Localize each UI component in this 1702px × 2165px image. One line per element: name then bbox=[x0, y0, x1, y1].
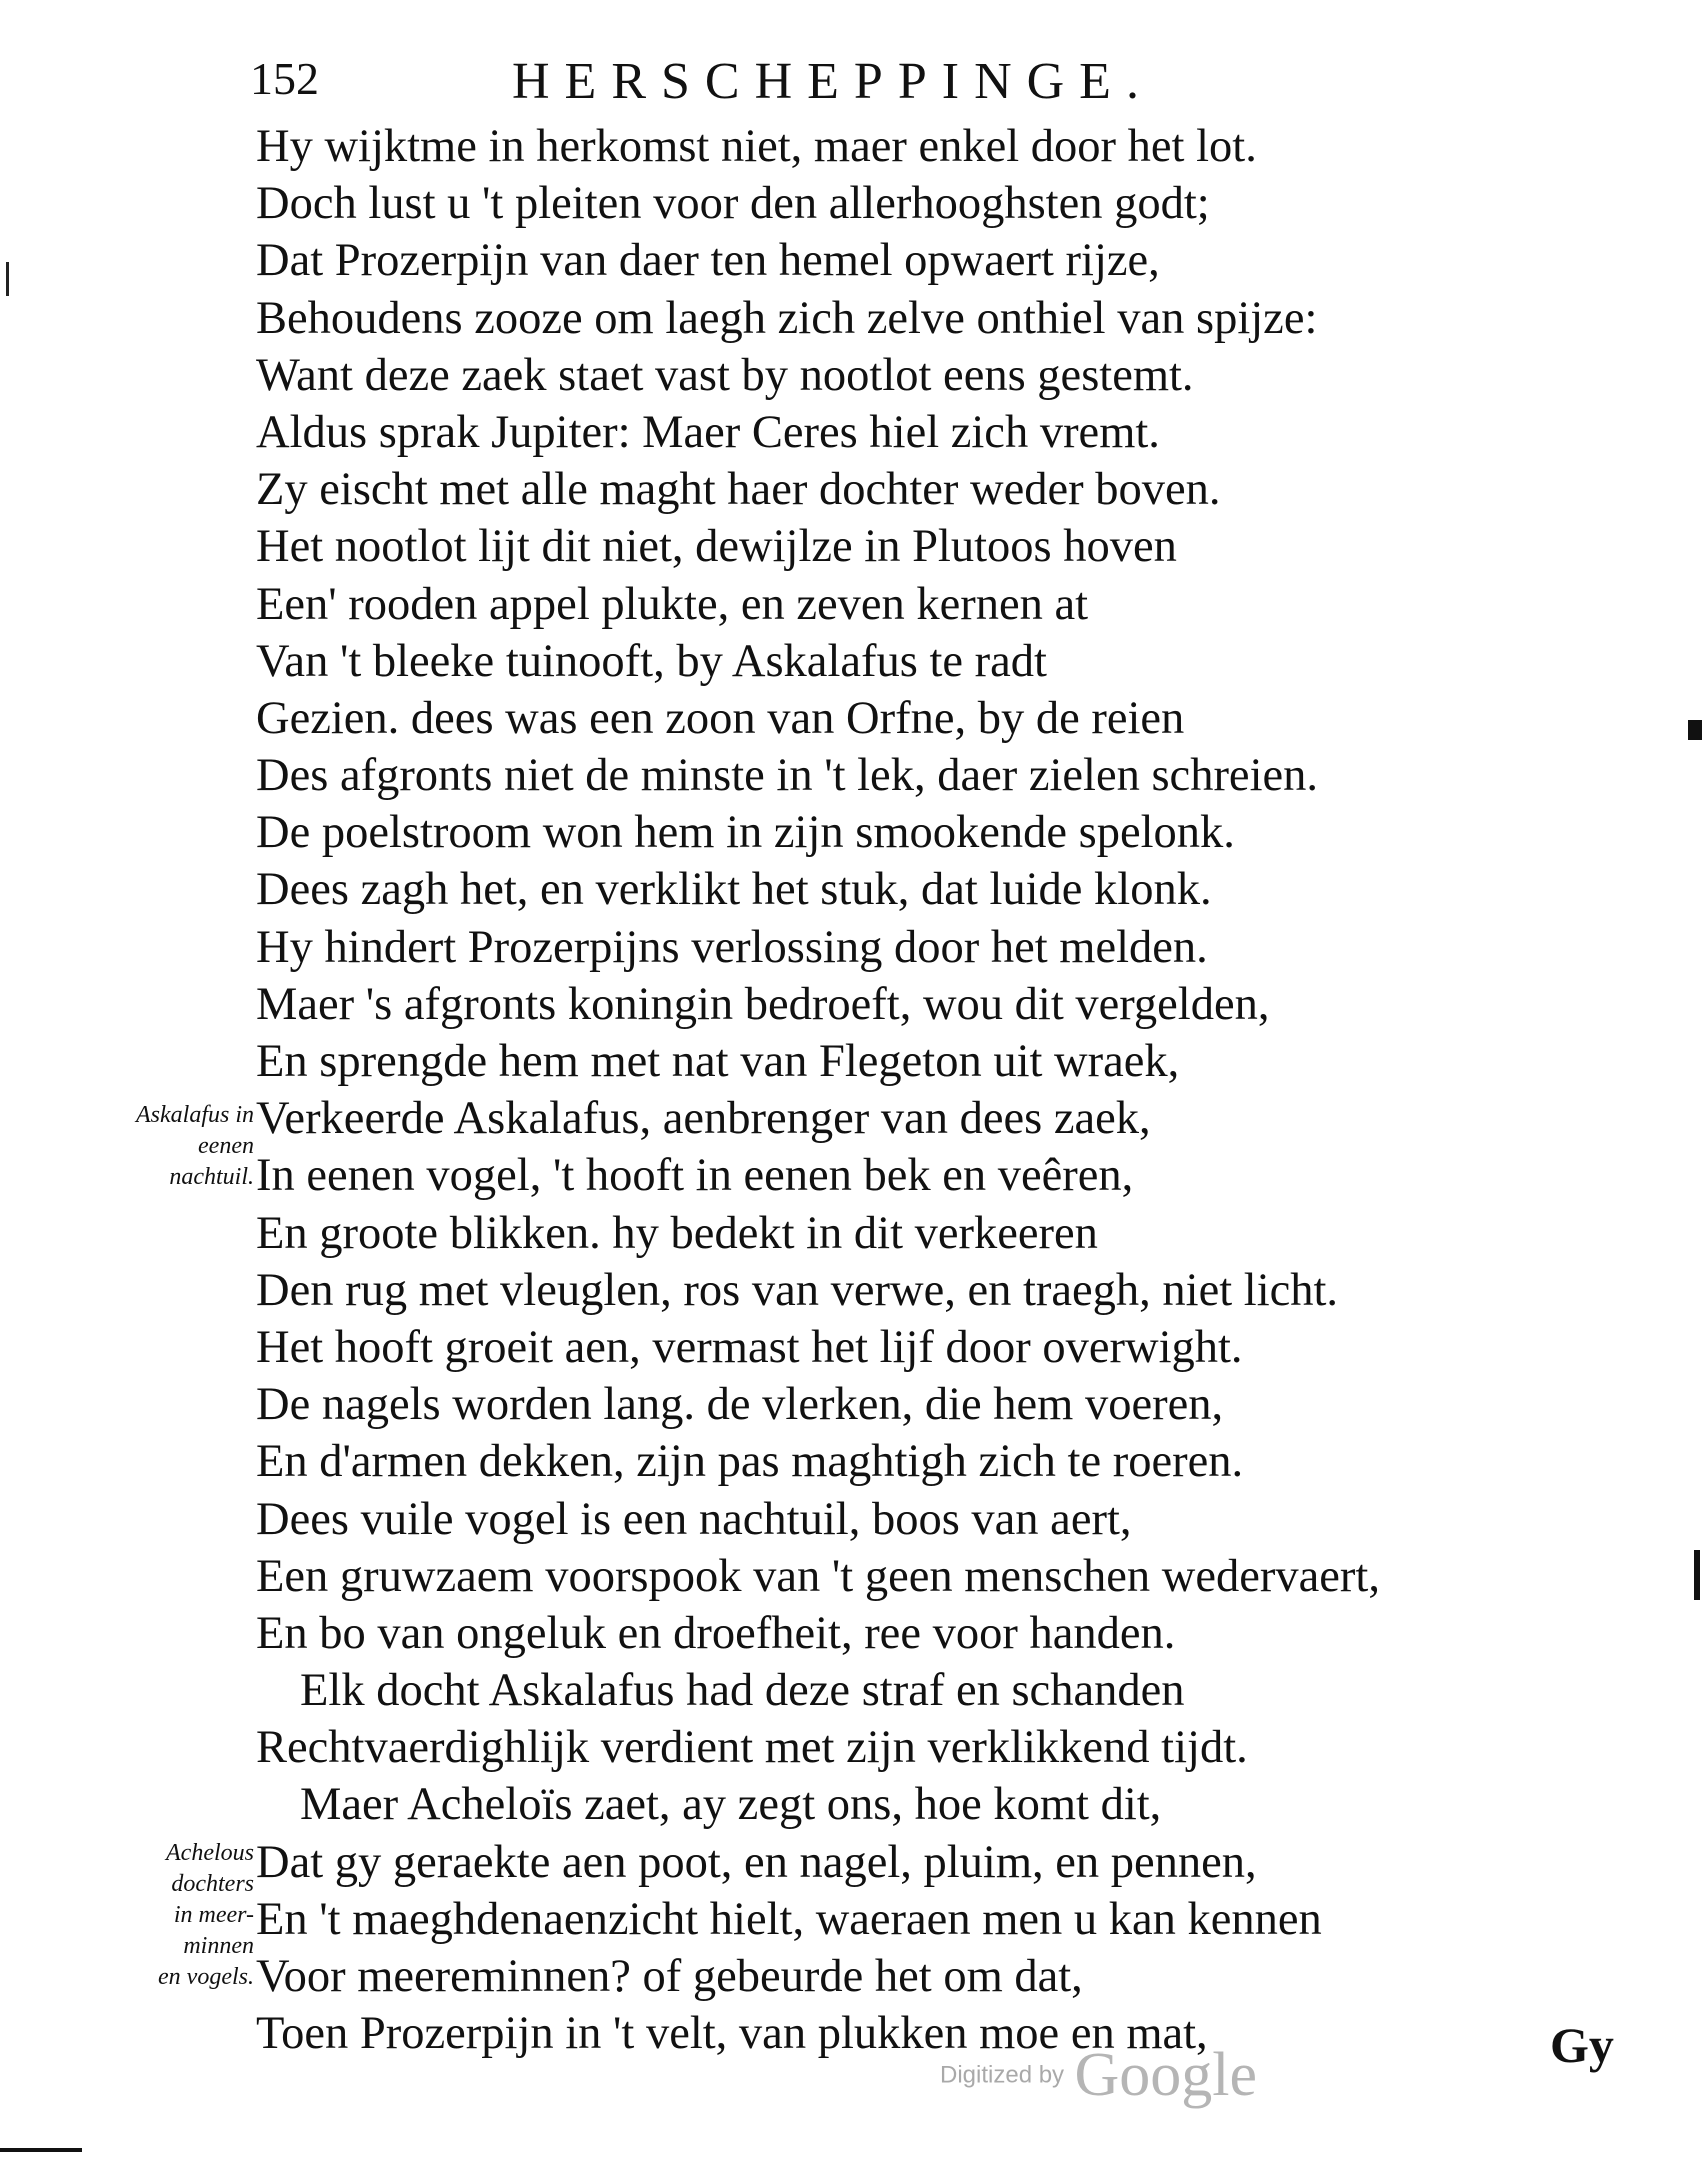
verse-line: Hy hindert Prozerpijns verlossing door het melden. bbox=[256, 921, 1208, 973]
verse-line: En groote blikken. hy bedekt in dit verkeeren bbox=[256, 1207, 1098, 1259]
verse-line: Des afgronts niet de minste in 't lek, daer zielen schreien. bbox=[256, 750, 1319, 802]
side-note-line: dochters bbox=[171, 1871, 254, 1897]
side-note-line: minnen bbox=[183, 1933, 254, 1959]
verse-line: Dat Prozerpijn van daer ten hemel opwaert rijze, bbox=[256, 235, 1160, 287]
verse-line: Dees zagh het, en verklikt het stuk, dat luide klonk. bbox=[256, 864, 1212, 916]
verse-line: Den rug met vleuglen, ros van verwe, en traegh, niet licht. bbox=[256, 1264, 1339, 1316]
verse-block bbox=[256, 118, 1636, 2062]
verse-line: Maer Acheloïs zaet, ay zegt ons, hoe komt dit, bbox=[300, 1779, 1162, 1831]
watermark-text: Digitized by bbox=[940, 2061, 1065, 2089]
catchword: Gy bbox=[1550, 2017, 1614, 2073]
verse-line: Dees vuile vogel is een nachtuil, boos van aert, bbox=[256, 1493, 1132, 1545]
verse-line: De poelstroom won hem in zijn smookende spelonk. bbox=[256, 807, 1235, 859]
verse-line: De nagels worden lang. de vlerken, die hem voeren, bbox=[256, 1379, 1224, 1431]
side-note-line: Askalafus in bbox=[136, 1102, 254, 1128]
digitized-watermark bbox=[940, 2040, 1257, 2111]
side-note-achelous bbox=[94, 1838, 254, 1993]
verse-line: Verkeerde Askalafus, aenbrenger van dees zaek, bbox=[256, 1093, 1151, 1145]
edge-shadow bbox=[1694, 1550, 1700, 1600]
bottom-rule bbox=[0, 2148, 82, 2152]
verse-line: Want deze zaek staet vast by nootlot eens gestemt. bbox=[256, 349, 1194, 401]
verse-line: En bo van ongeluk en droefheit, ree voor handen. bbox=[256, 1607, 1176, 1659]
verse-line: Het nootlot lijt dit niet, dewijlze in Plutoos hoven bbox=[256, 521, 1177, 573]
verse-line: Elk docht Askalafus had deze straf en schanden bbox=[300, 1665, 1185, 1717]
side-note-line: Achelous bbox=[166, 1840, 254, 1866]
edge-mark bbox=[6, 262, 9, 296]
verse-line: Maer 's afgronts koningin bedroeft, wou dit vergelden, bbox=[256, 978, 1270, 1030]
verse-line: Van 't bleeke tuinooft, by Askalafus te radt bbox=[256, 635, 1047, 687]
verse-line: Aldus sprak Jupiter: Maer Ceres hiel zich vremt. bbox=[256, 406, 1160, 458]
verse-line: Rechtvaerdighlijk verdient met zijn verklikkend tijdt. bbox=[256, 1722, 1248, 1774]
verse-line: En 't maeghdenaenzicht hielt, waeraen men u kan kennen bbox=[256, 1893, 1322, 1945]
side-note-line: in meer- bbox=[173, 1902, 254, 1928]
verse-line: Toen Prozerpijn in 't velt, van plukken moe en mat, bbox=[256, 2008, 1208, 2060]
verse-line: Behoudens zooze om laegh zich zelve onthiel van spijze: bbox=[256, 292, 1318, 344]
verse-line: Voor meereminnen? of gebeurde het om dat, bbox=[256, 1951, 1083, 2002]
verse-line: En d'armen dekken, zijn pas maghtigh zich te roeren. bbox=[256, 1436, 1244, 1488]
side-note-line: nachtuil. bbox=[169, 1164, 254, 1190]
side-note-line: eenen bbox=[198, 1133, 254, 1159]
verse-line: Zy eischt met alle maght haer dochter weder boven. bbox=[256, 464, 1221, 516]
running-title: HERSCHEPPINGE. bbox=[512, 53, 1154, 110]
verse-line: En sprengde hem met nat van Flegeton uit wraek, bbox=[256, 1036, 1180, 1087]
verse-line: Hy wijktme in herkomst niet, maer enkel door het lot. bbox=[256, 121, 1257, 172]
verse-line: Een gruwzaem voorspook van 't geen menschen wedervaert, bbox=[256, 1550, 1380, 1602]
edge-shadow bbox=[1688, 720, 1702, 740]
verse-line: Een' rooden appel plukte, en zeven kernen at bbox=[256, 578, 1089, 630]
verse-line: In eenen vogel, 't hooft in eenen bek en veêren, bbox=[256, 1150, 1134, 1202]
side-note-line: en vogels. bbox=[158, 1964, 254, 1990]
verse-line: Dat gy geraekte aen poot, en nagel, pluim, en pennen, bbox=[256, 1836, 1257, 1888]
verse-line: Doch lust u 't pleiten voor den allerhooghsten godt; bbox=[256, 178, 1210, 230]
google-logo: Google bbox=[1074, 2041, 1258, 2109]
verse-line: Gezien. dees was een zoon van Orfne, by de reien bbox=[256, 692, 1185, 744]
side-note-askalafus bbox=[94, 1100, 254, 1193]
verse-line: Het hooft groeit aen, vermast het lijf door overwight. bbox=[256, 1321, 1243, 1373]
page-number: 152 bbox=[250, 53, 319, 104]
